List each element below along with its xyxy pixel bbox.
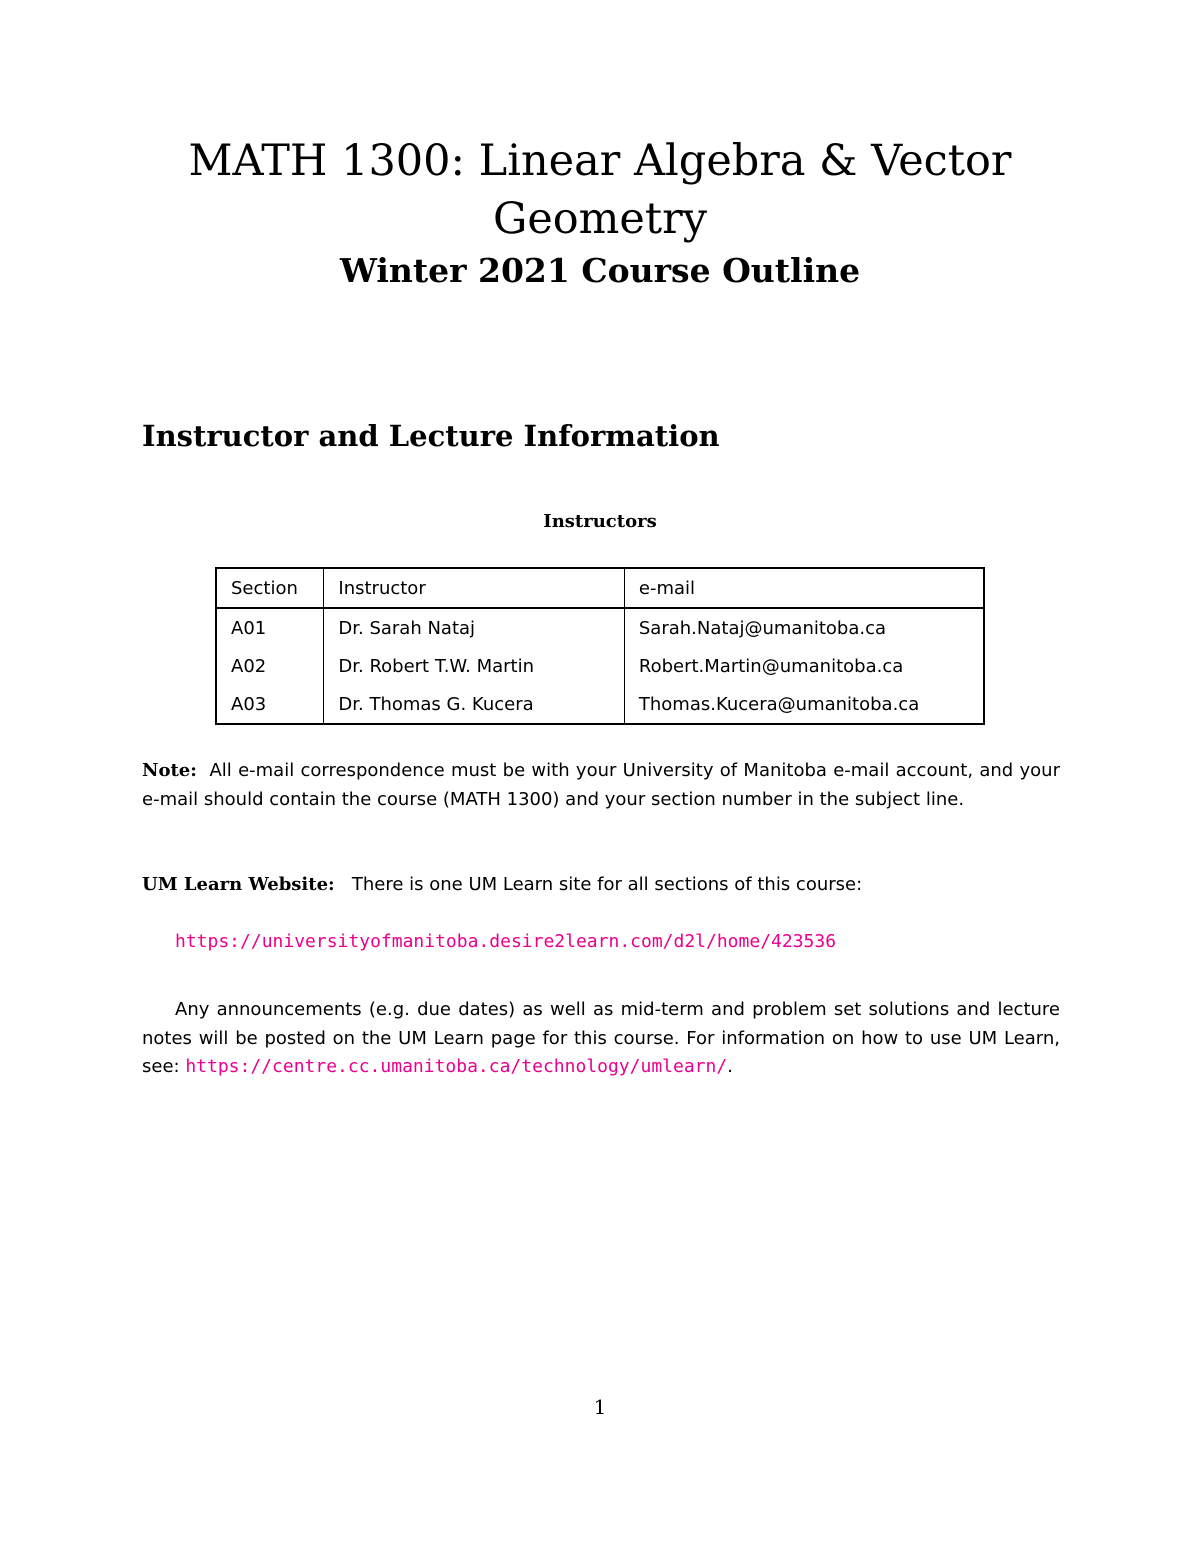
announcements-trailing: . — [727, 1056, 733, 1077]
note-paragraph — [142, 757, 1060, 814]
instructors-table — [215, 567, 985, 725]
table-row — [216, 608, 984, 647]
table-header-row — [216, 568, 984, 608]
course-subtitle: Winter 2021 Course Outline — [339, 251, 861, 290]
table-row — [216, 685, 984, 724]
note-label: Note: — [142, 760, 197, 781]
section-cell: A01 — [216, 608, 324, 647]
email-cell: Sarah.Nataj@umanitoba.ca — [624, 608, 984, 647]
umlearn-label: UM Learn Website: — [142, 874, 335, 895]
column-header-section: Section — [216, 568, 324, 608]
table-caption: Instructors — [543, 511, 657, 532]
announcements-paragraph — [142, 996, 1060, 1082]
announcements-text: Any announcements (e.g. due dates) as well as mid-term and problem set solutions and lecture notes will be posted on the UM Learn page for this course. For information on how to use UM Learn, see: — [142, 999, 1060, 1077]
section-heading: Instructor and Lecture Information — [142, 419, 720, 453]
course-title-line2: Geometry — [492, 194, 708, 244]
course-title-line1: MATH 1300: Linear Algebra & Vector — [188, 136, 1012, 186]
instructor-cell: Dr. Thomas G. Kucera — [324, 685, 624, 724]
umlearn-text: There is one UM Learn site for all sections of this course: — [351, 874, 863, 895]
instructor-cell: Dr. Sarah Nataj — [324, 608, 624, 647]
page-number: 1 — [593, 1395, 607, 1419]
note-text: All e-mail correspondence must be with your University of Manitoba e-mail account, and your e-mail should contain the course (MATH 1300) and your section number in the subject line. — [142, 760, 1060, 810]
instructor-cell: Dr. Robert T.W. Martin — [324, 647, 624, 685]
umlearn-paragraph — [142, 871, 1060, 900]
column-header-email: e-mail — [624, 568, 984, 608]
column-header-instructor: Instructor — [324, 568, 624, 608]
umlearn-help-link[interactable]: https://centre.cc.umanitoba.ca/technology/umlearn/ — [185, 1056, 728, 1077]
section-cell: A03 — [216, 685, 324, 724]
table-row — [216, 647, 984, 685]
email-cell: Thomas.Kucera@umanitoba.ca — [624, 685, 984, 724]
section-cell: A02 — [216, 647, 324, 685]
umlearn-site-link[interactable]: https://universityofmanitoba.desire2learn.com/d2l/home/423536 — [175, 931, 837, 952]
email-cell: Robert.Martin@umanitoba.ca — [624, 647, 984, 685]
